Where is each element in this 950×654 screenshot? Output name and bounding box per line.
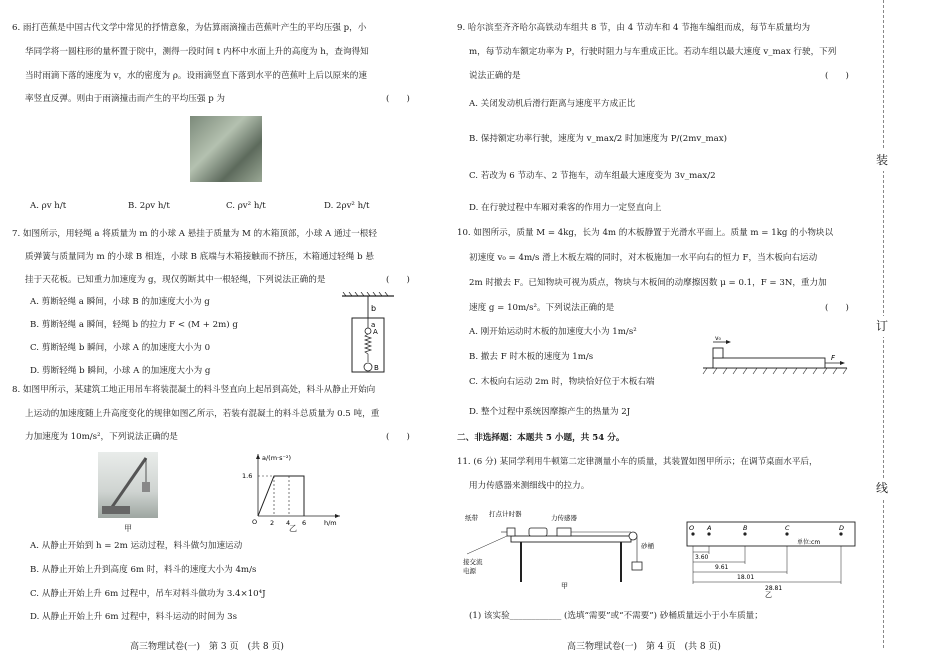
q7-label-A: A bbox=[373, 328, 378, 336]
q7-option-a: A. 剪断轻绳 a 瞬间，小球 B 的加速度大小为 g bbox=[30, 297, 210, 307]
q9-stem-line3: 说法正确的是 bbox=[469, 71, 521, 81]
q6-stem-line3: 当时雨滴下落的速度为 v，水的密度为 ρ。设雨滴竖直下落到水平的芭蕉叶上后以原来的速 bbox=[25, 71, 367, 81]
q11-tape-dist-9.61: 9.61 bbox=[715, 564, 729, 571]
q10-label-v0: v₀ bbox=[715, 335, 721, 342]
q7-stem-line3: 挂于天花板。已知重力加速度为 g，现仅剪断其中一根轻绳，下列说法正确的是 bbox=[25, 275, 326, 285]
q11-tape-unit: 单位:cm bbox=[797, 539, 821, 546]
q8-stem-line3: 力加速度为 10m/s²，下列说法正确的是 bbox=[25, 432, 178, 442]
q8-graph-xtick-4: 4 bbox=[286, 519, 291, 527]
q9-stem-line1: 9. 哈尔滨至齐齐哈尔高铁动车组共 8 节，由 4 节动车和 4 节拖车编组而成，每节车质量均为 bbox=[457, 23, 811, 33]
q7-label-b: b bbox=[371, 304, 377, 313]
q6-stem-line4: 率竖直反弹。则由于雨滴撞击而产生的平均压强 p 为 bbox=[25, 94, 226, 104]
q7-option-d: D. 剪断轻绳 b 瞬间，小球 A 的加速度大小为 g bbox=[30, 366, 211, 376]
q10-option-a: A. 刚开始运动时木板的加速度大小为 1m/s² bbox=[469, 327, 637, 337]
q8-answer-paren: ( ) bbox=[386, 432, 410, 442]
q11-tape-point-A: A bbox=[707, 524, 712, 532]
q11-tape-figure bbox=[685, 518, 857, 598]
q8-crane-drawing bbox=[98, 452, 158, 518]
q9-option-c: C. 若改为 6 节动车、2 节拖车，动车组最大速度变为 3v_max/2 bbox=[469, 171, 716, 181]
q8-graph-origin: O bbox=[252, 518, 258, 526]
q7-stem-line1: 7. 如图所示，用轻绳 a 将质量为 m 的小球 A 悬挂于质量为 M 的木箱顶部，小球 A 通过一根轻 bbox=[12, 229, 377, 239]
q7-option-c: C. 剪断轻绳 b 瞬间，小球 A 的加速度大小为 0 bbox=[30, 343, 211, 353]
q8-option-b: B. 从静止开始上升到高度 6m 时，料斗的速度大小为 4m/s bbox=[30, 565, 257, 575]
q9-stem-line2: m，每节动车额定功率为 P，行驶时阻力与车重成正比。若动车组以最大速度 v_max 行驶，下列 bbox=[469, 47, 837, 57]
q6-banana-rain-photo bbox=[190, 116, 262, 182]
q8-graph-ytick: 1.6 bbox=[242, 472, 253, 480]
q6-option-a: A. ρv h/t bbox=[30, 201, 67, 211]
q9-option-d: D. 在行驶过程中车厢对乘客的作用力一定竖直向上 bbox=[469, 203, 662, 213]
binding-char-zhuang: 装 bbox=[876, 150, 888, 171]
q7-answer-paren: ( ) bbox=[386, 275, 410, 285]
q6-stem-line1: 6. 雨打芭蕉是中国古代文学中常见的抒情意象，为估算雨滴撞击芭蕉叶产生的平均压强 p，小 bbox=[12, 23, 367, 33]
q11-label-timer: 打点计时器 bbox=[489, 510, 522, 518]
q10-option-d: D. 整个过程中系统因摩擦产生的热量为 2J bbox=[469, 407, 631, 417]
q11-label-yi: 乙 bbox=[765, 591, 772, 598]
q8-option-c: C. 从静止开始上升 6m 过程中，吊车对料斗做功为 3.4×10⁴J bbox=[30, 589, 266, 599]
q8-graph-xtick-2: 2 bbox=[270, 519, 275, 527]
q11-tape-point-O: O bbox=[689, 524, 695, 532]
q11-tape-dist-28.81: 28.81 bbox=[765, 585, 783, 592]
q8-acceleration-graph bbox=[228, 450, 348, 530]
q11-tape-point-C: C bbox=[785, 524, 790, 532]
q8-fig-yi-label: 乙 bbox=[289, 524, 297, 533]
q11-stem-line1: 11. (6 分) 某同学利用牛顿第二定律测量小车的质量，其装置如图甲所示；在调节桌面水平后， bbox=[457, 457, 818, 467]
q7-stem-line2: 质弹簧与质量同为 m 的小球 B 相连，小球 B 底端与木箱接触而不挤压，木箱通过轻绳 b 悬 bbox=[25, 252, 374, 262]
q11-tape-dist-18.01: 18.01 bbox=[737, 574, 755, 581]
q11-stem-line2: 用力传感器来测细线中的拉力。 bbox=[469, 481, 590, 491]
q9-option-b: B. 保持额定功率行驶，速度为 v_max/2 时加速度为 P/(2mv_max) bbox=[469, 134, 727, 144]
q8-stem-line2: 上运动的加速度随上升高度变化的规律如图乙所示，若装有混凝土的料斗总质量为 0.5 吨，重 bbox=[25, 409, 380, 419]
q9-option-a: A. 关闭发动机后滑行距离与速度平方成正比 bbox=[469, 99, 636, 109]
q9-answer-paren: ( ) bbox=[825, 71, 849, 81]
binding-char-ding: 订 bbox=[876, 316, 888, 337]
q11-label-power: 电源 bbox=[463, 567, 476, 575]
q7-box-spring-figure bbox=[338, 292, 398, 374]
section-2-title: 二、非选择题：本题共 5 小题，共 54 分。 bbox=[457, 433, 625, 443]
q11-tape-point-B: B bbox=[743, 524, 748, 532]
q7-label-B: B bbox=[374, 364, 379, 372]
q6-answer-paren: ( ) bbox=[386, 94, 410, 104]
q8-graph-xtick-6: 6 bbox=[302, 519, 307, 527]
q11-label-sensor: 力传感器 bbox=[551, 514, 577, 522]
q6-option-d: D. 2ρv² h/t bbox=[324, 201, 370, 211]
q11-sub1: (1) 该实验____________ (选填“需要”或“不需要”) 砂桶质量远小于小车质量； bbox=[469, 611, 763, 621]
q8-option-d: D. 从静止开始上升 6m 过程中，料斗运动的时间为 3s bbox=[30, 612, 238, 622]
q8-graph-xlabel: h/m bbox=[324, 519, 337, 527]
q8-option-a: A. 从静止开始到 h = 2m 运动过程，料斗做匀加速运动 bbox=[30, 541, 243, 551]
q11-label-bucket: 砂桶 bbox=[641, 542, 654, 550]
q8-crane-photo bbox=[98, 452, 158, 518]
q11-label-paper: 纸带 bbox=[465, 514, 478, 522]
q6-option-b: B. 2ρv h/t bbox=[128, 201, 170, 211]
q7-label-a: a bbox=[371, 321, 376, 329]
q10-board-figure bbox=[701, 334, 851, 376]
q7-option-b: B. 剪断轻绳 a 瞬间，轻绳 b 的拉力 F < (M + 2m) g bbox=[30, 320, 238, 330]
q11-apparatus-figure bbox=[461, 506, 661, 590]
q10-stem-line1: 10. 如图所示，质量 M = 4kg，长为 4m 的木板静置于光滑水平面上。质量 m = 1kg 的小物块以 bbox=[457, 228, 834, 238]
q10-answer-paren: ( ) bbox=[825, 303, 849, 313]
q11-label-jia: 甲 bbox=[561, 582, 568, 590]
q6-stem-line2: 华同学将一圆柱形的量杯置于院中，测得一段时间 t 内杯中水面上升的高度为 h，查询得知 bbox=[25, 47, 369, 57]
binding-char-xian: 线 bbox=[876, 478, 888, 499]
q8-fig-jia-label: 甲 bbox=[124, 524, 132, 533]
q10-option-c: C. 木板向右运动 2m 时，物块恰好位于木板右端 bbox=[469, 377, 655, 387]
q6-option-c: C. ρv² h/t bbox=[226, 201, 266, 211]
q10-stem-line4: 速度 g = 10m/s²。下列说法正确的是 bbox=[469, 303, 615, 313]
q8-graph-ylabel: a/(m·s⁻²) bbox=[262, 454, 292, 462]
q11-tape-dist-3.60: 3.60 bbox=[695, 554, 709, 561]
q11-label-ac: 接交流 bbox=[463, 558, 483, 566]
q10-label-F: F bbox=[831, 354, 836, 362]
q10-option-b: B. 撤去 F 时木板的速度为 1m/s bbox=[469, 352, 594, 362]
q11-tape-point-D: D bbox=[839, 524, 845, 532]
q10-stem-line3: 2m 时撤去 F。已知物块可视为质点，物块与木板间的动摩擦因数 μ = 0.1，F = 3N，重力加 bbox=[469, 278, 827, 288]
q8-stem-line1: 8. 如图甲所示，某建筑工地正用吊车将装混凝土的料斗竖直向上起吊到高处，料斗从静止开始向 bbox=[12, 385, 376, 395]
right-page-footer: 高三物理试卷(一) 第 4 页 (共 8 页) bbox=[567, 642, 721, 652]
q10-stem-line2: 初速度 v₀ = 4m/s 滑上木板左端的同时，对木板施加一水平向右的恒力 F，当木板向右运动 bbox=[469, 253, 818, 263]
left-page-footer: 高三物理试卷(一) 第 3 页 (共 8 页) bbox=[130, 642, 284, 652]
